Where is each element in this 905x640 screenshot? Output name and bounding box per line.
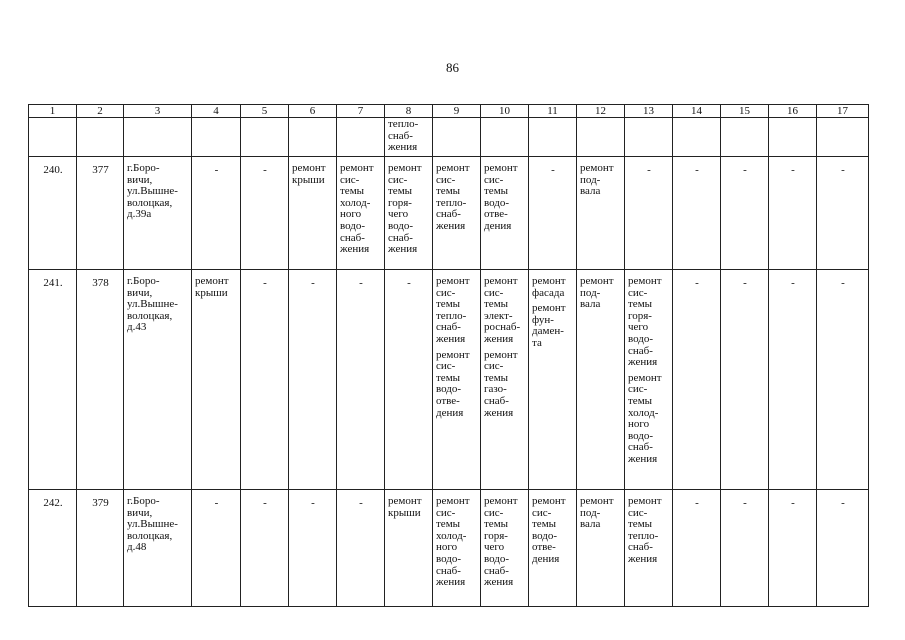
text-line: отве- bbox=[532, 541, 556, 554]
text-line: ремонт bbox=[628, 495, 662, 507]
column-header: 12 bbox=[577, 105, 625, 118]
text-line: сис- bbox=[484, 506, 504, 519]
text-line: горя- bbox=[484, 529, 508, 542]
empty-cell: - bbox=[192, 157, 241, 270]
text-line: темы bbox=[628, 518, 653, 531]
table-cell bbox=[192, 118, 241, 157]
text-line: водо- bbox=[628, 332, 654, 345]
work-cell bbox=[481, 490, 529, 607]
text-line: г.Боро- bbox=[127, 275, 160, 287]
text-line: ремонт bbox=[628, 371, 662, 384]
row-number: 241. bbox=[29, 270, 77, 490]
column-header: 11 bbox=[529, 105, 577, 118]
column-header: 17 bbox=[817, 105, 869, 118]
table-row bbox=[29, 270, 869, 490]
text-line: волоцкая, bbox=[127, 309, 173, 322]
text-line: сис- bbox=[484, 286, 504, 299]
text-line: под- bbox=[580, 286, 601, 299]
table-cell bbox=[721, 118, 769, 157]
text-line: дения bbox=[484, 219, 512, 232]
text-line: водо- bbox=[388, 219, 414, 232]
empty-cell: - bbox=[289, 270, 337, 490]
work-item bbox=[484, 496, 526, 589]
column-header: 14 bbox=[673, 105, 721, 118]
work-cell bbox=[529, 270, 577, 490]
text-line: жения bbox=[628, 452, 658, 465]
work-item bbox=[388, 496, 430, 519]
empty-cell: - bbox=[721, 490, 769, 607]
text-line: дения bbox=[436, 406, 464, 419]
text-line: снаб- bbox=[436, 208, 461, 221]
text-line: холод- bbox=[628, 406, 659, 419]
text-line: сис- bbox=[628, 286, 648, 299]
text-line: темы bbox=[484, 518, 509, 531]
text-line: темы bbox=[388, 185, 413, 198]
text-line: ремонт bbox=[195, 275, 229, 287]
column-header: 1 bbox=[29, 105, 77, 118]
work-cell bbox=[433, 270, 481, 490]
work-cell bbox=[529, 490, 577, 607]
table-cell bbox=[289, 118, 337, 157]
table-cell bbox=[29, 118, 77, 157]
text-line: снаб- bbox=[436, 321, 461, 334]
text-line: водо- bbox=[532, 529, 558, 542]
text-line: сис- bbox=[436, 286, 456, 299]
empty-cell: - bbox=[673, 157, 721, 270]
empty-cell: - bbox=[337, 490, 385, 607]
text-line: ул.Вышне- bbox=[127, 185, 178, 198]
text-line: сис- bbox=[436, 360, 456, 373]
column-header: 16 bbox=[769, 105, 817, 118]
work-item bbox=[484, 163, 526, 233]
text-line: темы bbox=[628, 394, 653, 407]
text-line: вичи, bbox=[127, 286, 153, 299]
text-line: водо- bbox=[484, 196, 510, 209]
empty-cell: - bbox=[241, 270, 289, 490]
address-cell bbox=[124, 270, 192, 490]
column-header: 13 bbox=[625, 105, 673, 118]
text-line: снаб- bbox=[340, 231, 365, 244]
text-line: ремонт bbox=[628, 275, 662, 287]
text-line: жения bbox=[340, 243, 370, 256]
work-item bbox=[340, 163, 382, 256]
empty-cell: - bbox=[241, 490, 289, 607]
text-line: газо- bbox=[484, 383, 507, 396]
text-line: сис- bbox=[340, 173, 360, 186]
work-item bbox=[580, 496, 622, 531]
text-line: крыши bbox=[292, 173, 325, 186]
text-line: ремонт bbox=[580, 275, 614, 287]
continuation-row bbox=[29, 118, 869, 157]
text-line: темы bbox=[436, 371, 461, 384]
empty-cell: - bbox=[769, 490, 817, 607]
work-item bbox=[628, 496, 670, 566]
work-item bbox=[195, 276, 238, 299]
empty-cell: - bbox=[385, 270, 433, 490]
work-cell bbox=[289, 157, 337, 270]
text-line: сис- bbox=[388, 173, 408, 186]
empty-cell: - bbox=[289, 490, 337, 607]
text-line: водо- bbox=[628, 429, 654, 442]
text-line: снаб- bbox=[628, 441, 653, 454]
text-line: вала bbox=[580, 185, 601, 198]
object-id: 377 bbox=[77, 157, 124, 270]
text-line: ремонт bbox=[484, 162, 518, 174]
column-header: 5 bbox=[241, 105, 289, 118]
text-line: чего bbox=[628, 321, 649, 334]
text-line: водо- bbox=[340, 219, 366, 232]
text-line: г.Боро- bbox=[127, 162, 160, 174]
empty-cell: - bbox=[769, 157, 817, 270]
text-line: жения bbox=[484, 406, 514, 419]
text-line: тепло- bbox=[388, 118, 419, 130]
text-line: темы bbox=[436, 298, 461, 311]
empty-cell: - bbox=[721, 270, 769, 490]
work-item bbox=[292, 163, 334, 186]
work-item bbox=[436, 276, 478, 346]
text-line: холод- bbox=[436, 529, 467, 542]
text-line: дения bbox=[532, 552, 560, 565]
text-line: тепло- bbox=[436, 309, 467, 322]
text-line: сис- bbox=[532, 506, 552, 519]
table-cell bbox=[529, 118, 577, 157]
text-line: ремонт bbox=[484, 275, 518, 287]
text-line: сис- bbox=[628, 506, 648, 519]
column-header: 9 bbox=[433, 105, 481, 118]
text-line: фун- bbox=[532, 313, 554, 326]
column-header: 3 bbox=[124, 105, 192, 118]
column-header: 6 bbox=[289, 105, 337, 118]
empty-cell: - bbox=[337, 270, 385, 490]
text-line: снаб- bbox=[388, 129, 413, 142]
text-line: тепло- bbox=[436, 196, 467, 209]
column-header: 2 bbox=[77, 105, 124, 118]
work-cell bbox=[625, 490, 673, 607]
text-line: та bbox=[532, 336, 542, 349]
work-cell bbox=[481, 270, 529, 490]
work-item bbox=[436, 350, 478, 420]
empty-cell: - bbox=[241, 157, 289, 270]
text-line: темы bbox=[484, 371, 509, 384]
column-header: 8 bbox=[385, 105, 433, 118]
work-cell bbox=[385, 490, 433, 607]
text-line: жения bbox=[436, 576, 466, 589]
work-cell bbox=[577, 157, 625, 270]
address-cell bbox=[124, 157, 192, 270]
table-cell bbox=[433, 118, 481, 157]
table-cell bbox=[625, 118, 673, 157]
text-line: ремонт bbox=[436, 275, 470, 287]
text-line: ремонт bbox=[292, 162, 326, 174]
text-line: д.43 bbox=[127, 321, 147, 334]
text-line: темы bbox=[484, 185, 509, 198]
text-line: волоцкая, bbox=[127, 196, 173, 209]
table-cell bbox=[385, 118, 433, 157]
table-cell bbox=[481, 118, 529, 157]
text-line: под- bbox=[580, 173, 601, 186]
work-cell bbox=[433, 157, 481, 270]
page-number: 86 bbox=[446, 60, 459, 75]
text-line: ул.Вышне- bbox=[127, 518, 178, 531]
work-cell bbox=[481, 157, 529, 270]
text-line: жения bbox=[436, 332, 466, 345]
text-line: ремонт bbox=[532, 302, 566, 315]
empty-cell: - bbox=[817, 270, 869, 490]
text-line: снаб- bbox=[436, 564, 461, 577]
empty-cell: - bbox=[721, 157, 769, 270]
column-header: 15 bbox=[721, 105, 769, 118]
work-item bbox=[580, 163, 622, 198]
text-line: чего bbox=[388, 208, 409, 221]
row-number: 240. bbox=[29, 157, 77, 270]
work-item bbox=[628, 373, 670, 466]
text-line: темы bbox=[484, 298, 509, 311]
empty-cell: - bbox=[769, 270, 817, 490]
text-line: тепло- bbox=[628, 529, 659, 542]
text-line: вичи, bbox=[127, 173, 153, 186]
column-header: 4 bbox=[192, 105, 241, 118]
text-line: темы bbox=[436, 518, 461, 531]
row-number: 242. bbox=[29, 490, 77, 607]
text-line: отве- bbox=[484, 208, 508, 221]
empty-cell: - bbox=[817, 157, 869, 270]
text-line: жения bbox=[484, 576, 514, 589]
work-cell bbox=[192, 270, 241, 490]
text-line: элект- bbox=[484, 309, 513, 322]
work-item bbox=[436, 163, 478, 233]
text-line: темы bbox=[532, 518, 557, 531]
text-line: ремонт bbox=[532, 275, 566, 287]
object-id: 379 bbox=[77, 490, 124, 607]
text-line: снаб- bbox=[484, 394, 509, 407]
empty-cell: - bbox=[529, 157, 577, 270]
text-line: ремонт bbox=[580, 162, 614, 174]
empty-cell: - bbox=[192, 490, 241, 607]
work-cell bbox=[577, 490, 625, 607]
empty-cell: - bbox=[625, 157, 673, 270]
text-line: крыши bbox=[195, 286, 228, 299]
table-cell bbox=[241, 118, 289, 157]
text-line: ремонт bbox=[484, 495, 518, 507]
text-line: вала bbox=[580, 518, 601, 531]
text-line: ул.Вышне- bbox=[127, 298, 178, 311]
text-line: под- bbox=[580, 506, 601, 519]
text-line: водо- bbox=[436, 552, 462, 565]
text-line: ного bbox=[628, 418, 650, 431]
text-line: г.Боро- bbox=[127, 495, 160, 507]
text-line: ного bbox=[436, 541, 458, 554]
work-item bbox=[532, 276, 574, 299]
text-line: ремонт bbox=[580, 495, 614, 507]
text-line: жения bbox=[388, 141, 418, 154]
column-header: 10 bbox=[481, 105, 529, 118]
repair-schedule-table bbox=[28, 104, 869, 607]
table-cell bbox=[817, 118, 869, 157]
text-line: отве- bbox=[436, 394, 460, 407]
empty-cell: - bbox=[673, 490, 721, 607]
work-item bbox=[580, 276, 622, 311]
work-item bbox=[628, 276, 670, 369]
text-line: волоцкая, bbox=[127, 529, 173, 542]
text-line: ремонт bbox=[388, 495, 422, 507]
table-row bbox=[29, 490, 869, 607]
text-line: вичи, bbox=[127, 506, 153, 519]
text-line: темы bbox=[628, 298, 653, 311]
text-line: темы bbox=[436, 185, 461, 198]
table-cell bbox=[673, 118, 721, 157]
column-header: 7 bbox=[337, 105, 385, 118]
work-cell bbox=[577, 270, 625, 490]
text-line: снаб- bbox=[484, 564, 509, 577]
work-cell bbox=[625, 270, 673, 490]
header-row bbox=[29, 105, 869, 118]
empty-cell: - bbox=[673, 270, 721, 490]
text-line: сис- bbox=[484, 360, 504, 373]
text-line: темы bbox=[340, 185, 365, 198]
text-line: сис- bbox=[628, 383, 648, 396]
work-item bbox=[532, 496, 574, 566]
text-line: д.48 bbox=[127, 541, 147, 554]
empty-cell: - bbox=[817, 490, 869, 607]
table-cell bbox=[124, 118, 192, 157]
text-line: снаб- bbox=[628, 344, 653, 357]
text-line: ремонт bbox=[484, 348, 518, 361]
text-line: ремонт bbox=[436, 495, 470, 507]
work-item bbox=[436, 496, 478, 589]
work-cell bbox=[385, 157, 433, 270]
text-line: вала bbox=[580, 298, 601, 311]
work-item bbox=[484, 350, 526, 420]
table-cell bbox=[77, 118, 124, 157]
text-line: крыши bbox=[388, 506, 421, 519]
text-line: жения bbox=[628, 552, 658, 565]
text-line: жения bbox=[628, 356, 658, 369]
text-line: роснаб- bbox=[484, 321, 521, 334]
text-line: холод- bbox=[340, 196, 371, 209]
table-cell bbox=[337, 118, 385, 157]
text-line: водо- bbox=[484, 552, 510, 565]
text-line: ремонт bbox=[532, 495, 566, 507]
table-cell bbox=[577, 118, 625, 157]
text-line: ного bbox=[340, 208, 362, 221]
text-line: сис- bbox=[436, 173, 456, 186]
work-cell bbox=[433, 490, 481, 607]
text-line: жения bbox=[436, 219, 466, 232]
text-line: жения bbox=[484, 332, 514, 345]
work-item bbox=[532, 303, 574, 349]
text-line: ремонт bbox=[388, 162, 422, 174]
text-line: снаб- bbox=[388, 231, 413, 244]
work-item bbox=[388, 163, 430, 256]
work-item bbox=[484, 276, 526, 346]
address-cell bbox=[124, 490, 192, 607]
table-row bbox=[29, 157, 869, 270]
table-cell bbox=[769, 118, 817, 157]
text-line: ремонт bbox=[340, 162, 374, 174]
text-line: сис- bbox=[484, 173, 504, 186]
text-line: водо- bbox=[436, 383, 462, 396]
text-line: фасада bbox=[532, 286, 565, 299]
text-line: сис- bbox=[436, 506, 456, 519]
work-cell bbox=[337, 157, 385, 270]
text-line: ремонт bbox=[436, 162, 470, 174]
text-line: снаб- bbox=[628, 541, 653, 554]
text-line: жения bbox=[388, 243, 418, 256]
text-line: горя- bbox=[388, 196, 412, 209]
object-id: 378 bbox=[77, 270, 124, 490]
text-line: горя- bbox=[628, 309, 652, 322]
text-line: д.39а bbox=[127, 208, 152, 221]
text-line: дамен- bbox=[532, 325, 564, 338]
text-line: ремонт bbox=[436, 348, 470, 361]
text-line: чего bbox=[484, 541, 505, 554]
